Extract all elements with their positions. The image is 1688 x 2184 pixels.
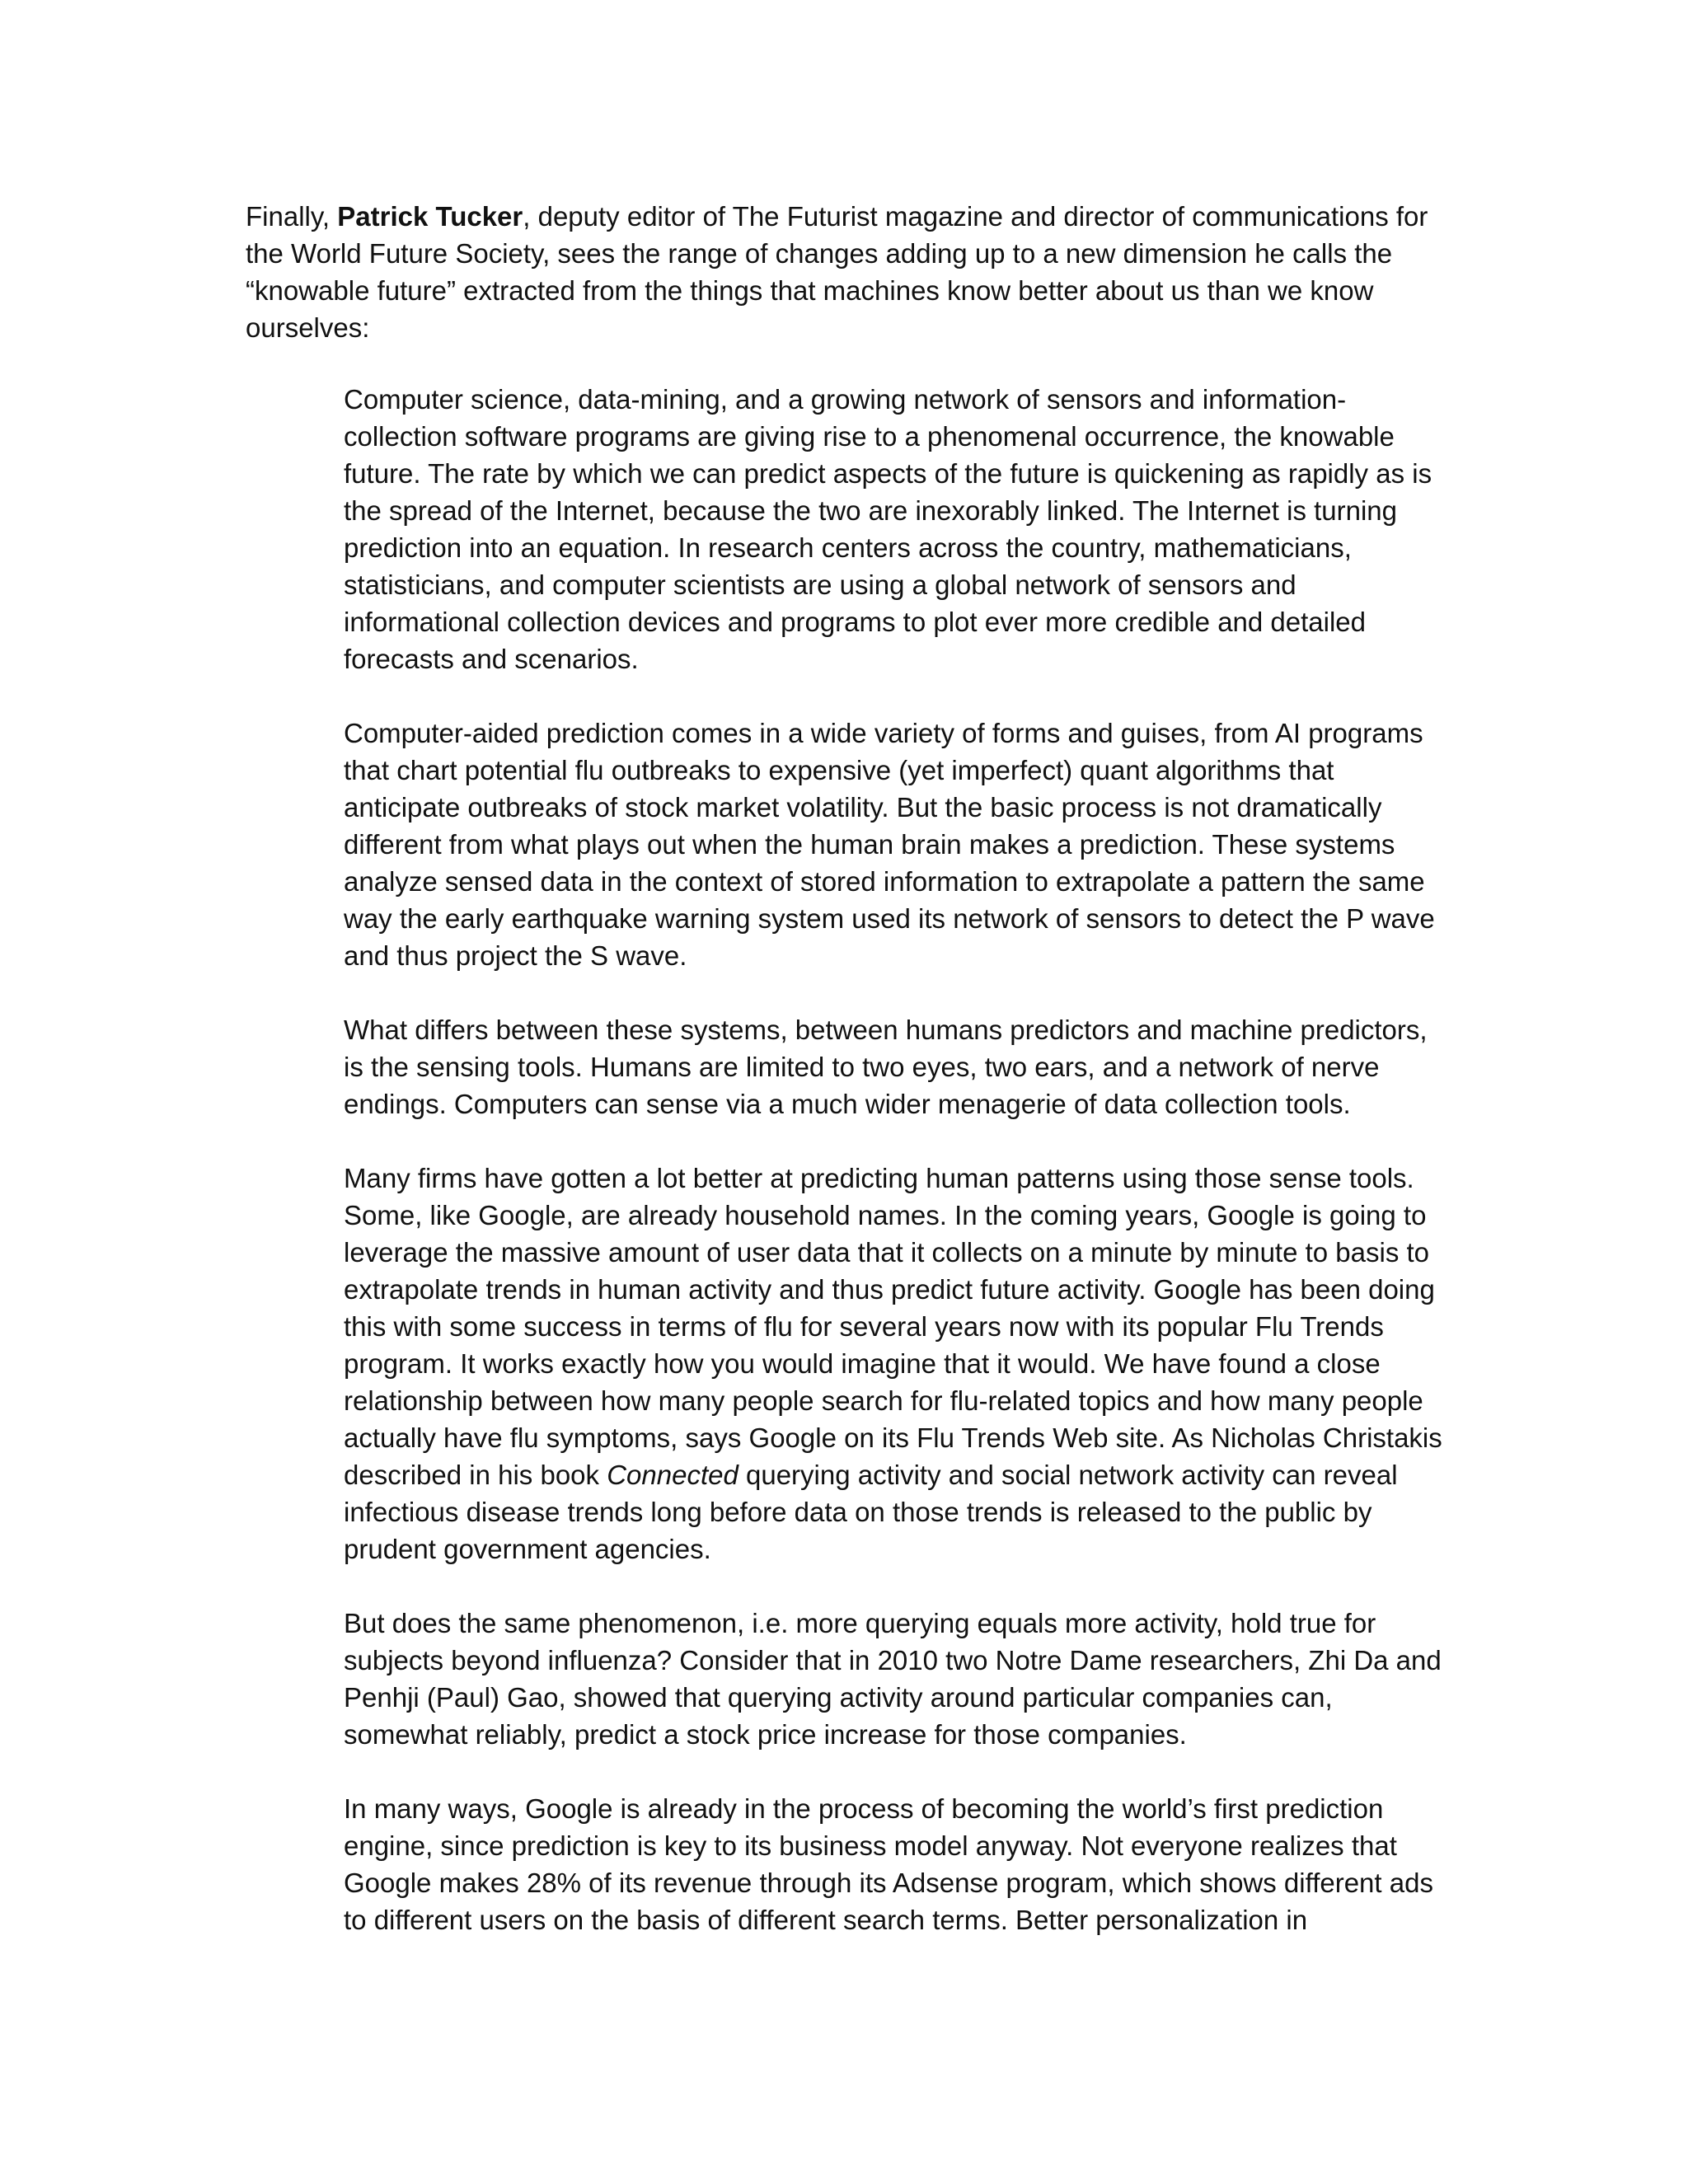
quote-paragraph-4: [344, 1160, 1452, 1568]
quote-paragraph-3: What differs between these systems, between humans predictors and machine predictors, is the sensing tools. Humans are limited to two eyes, two ears, and a network of nerve endings. Computers can sense via a much wider menagerie of data collection tools.: [344, 1015, 1428, 1119]
book-title: Connected: [607, 1460, 738, 1490]
quote-paragraph-4-part-1: Many firms have gotten a lot better at predicting human patterns using those sense tools. Some, like Google, are already household names. In the coming years, Google is going to leverage the massive amount of user data that it collects on a minute by minute to basis to extrapolate trends in human activity and thus predict future activity. Google has been doing this with some success in terms of flu for several years now with its popular Flu Trends program. It works exactly how you would imagine that it would. We have found a close relationship between how many people search for flu-related topics and how many people actually have flu symptoms, says Google on its Flu Trends Web site. As Nicholas Christakis described in his book: [344, 1163, 1442, 1490]
quote-paragraph-2: Computer-aided prediction comes in a wide variety of forms and guises, from AI programs that chart potential flu outbreaks to expensive (yet imperfect) quant algorithms that anticipate outbreaks of stock market volatility. But the basic process is not dramatically different from what plays out when the human brain makes a prediction. These systems analyze sensed data in the context of stored information to extrapolate a pattern the same way the early earthquake warning system used its network of sensors to detect the P wave and thus project the S wave.: [344, 718, 1435, 971]
quote-paragraph-1: Computer science, data-mining, and a growing network of sensors and information-collection software programs are giving rise to a phenomenal occurrence, the knowable future. The rate by which we can predict aspects of the future is quickening as rapidly as is the spread of the Internet, because the two are inexorably linked. The Internet is turning prediction into an equation. In research centers across the country, mathematicians, statisticians, and computer scientists are using a global network of sensors and informational collection devices and programs to plot ever more credible and detailed forecasts and scenarios.: [344, 384, 1432, 674]
intro-lead: Finally,: [246, 201, 338, 232]
block-quote: [344, 381, 1452, 1975]
author-name: Patrick Tucker: [337, 201, 523, 232]
quote-paragraph-5: But does the same phenomenon, i.e. more querying equals more activity, hold true for subjects beyond influenza? Consider that in 2010 two Notre Dame researchers, Zhi Da and Penhji (Paul) Gao, showed that querying activity around particular companies can, somewhat reliably, predict a stock price increase for those companies.: [344, 1608, 1442, 1750]
intro-paragraph: [246, 198, 1441, 346]
intro-rest: , deputy editor of The Futurist magazine and director of communications for the World Future Society, sees the range of changes adding up to a new dimension he calls the “knowable future” extracted from the things that machines know better about us than we know ourselves:: [246, 201, 1428, 343]
quote-paragraph-6: In many ways, Google is already in the process of becoming the world’s first prediction engine, since prediction is key to its business model anyway. Not everyone realizes that Google makes 28% of its revenue through its Adsense program, which shows different ads to different users on the basis of different search terms. Better personalization in: [344, 1793, 1433, 1935]
quote-paragraph-4-part-2: querying activity and social network activity can reveal infectious disease trends long before data on those trends is released to the public by prudent government agencies.: [344, 1460, 1398, 1564]
